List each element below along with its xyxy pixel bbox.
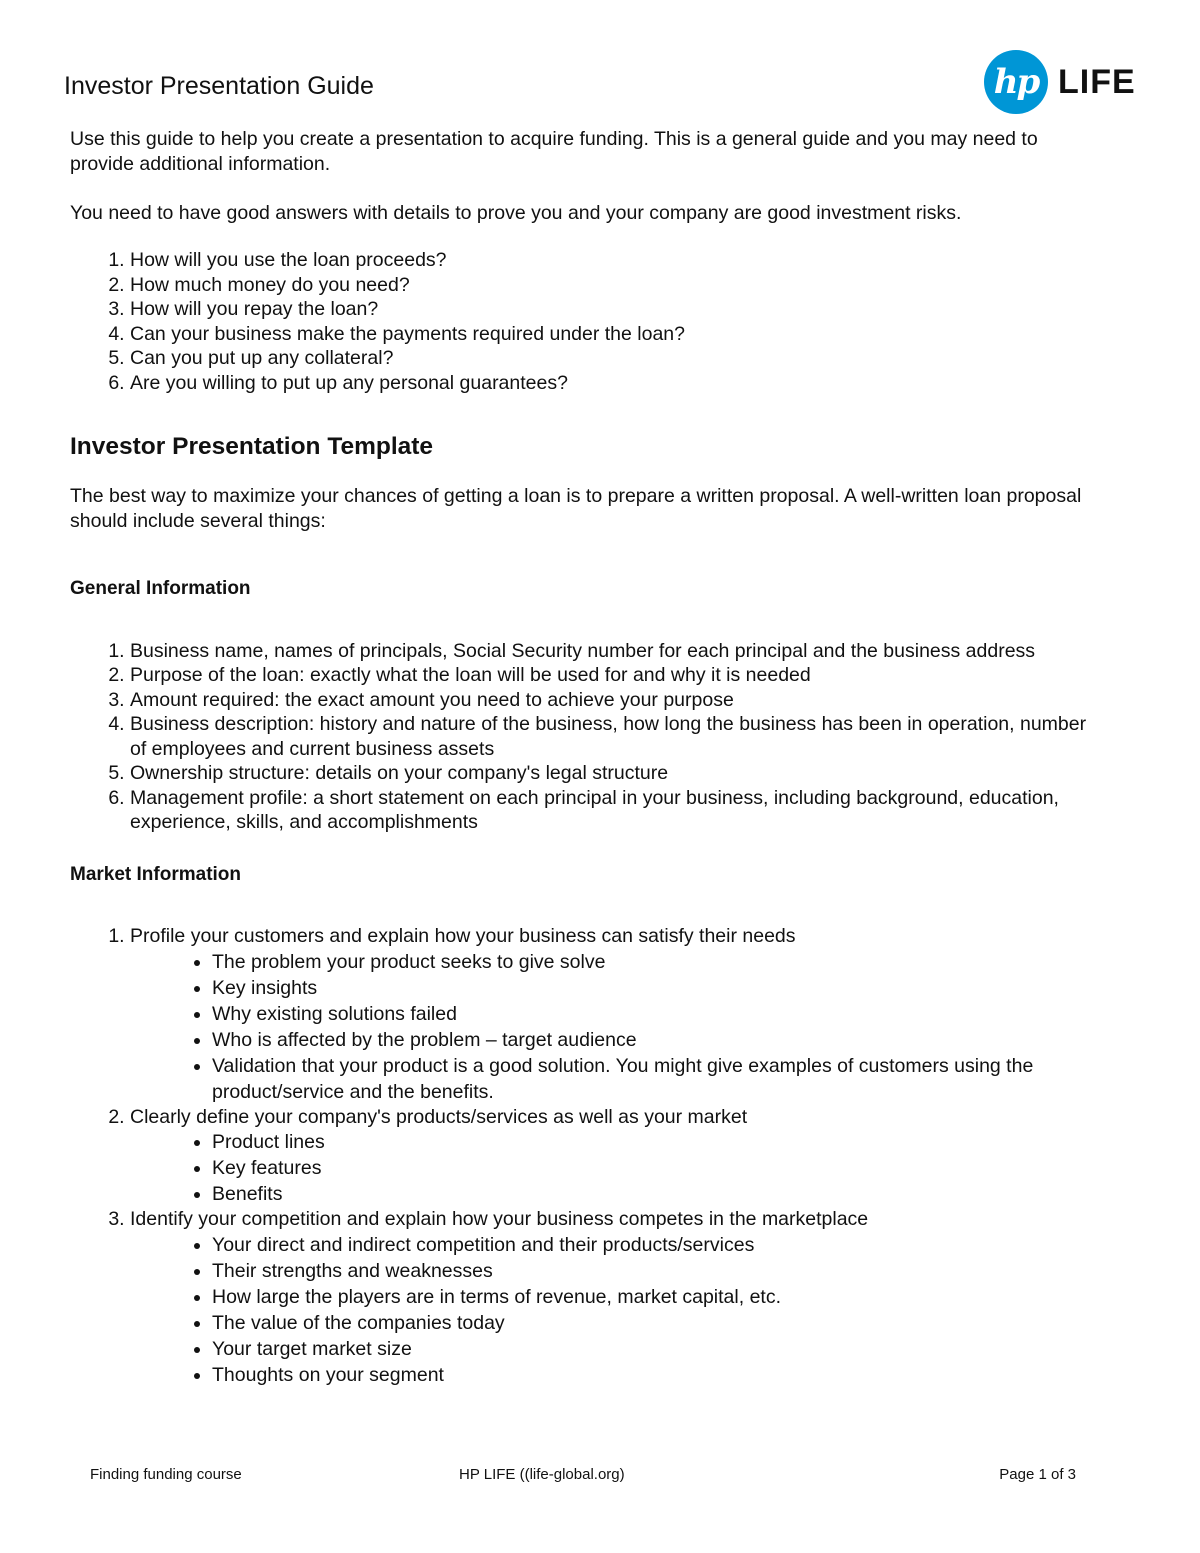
bullet-item: • Key insights bbox=[212, 975, 1100, 1001]
bullet-item: • Benefits bbox=[212, 1181, 1100, 1207]
sub-bullet-list bbox=[130, 949, 1100, 1105]
sub-bullet-list bbox=[130, 1232, 1100, 1388]
logo-text: LIFE bbox=[1058, 62, 1136, 101]
footer-page-number: Page 1 of 3 bbox=[999, 1466, 1076, 1483]
bullet-item: • How large the players are in terms of revenue, market capital, etc. bbox=[212, 1284, 1100, 1310]
list-item: 2. How much money do you need? bbox=[130, 273, 1100, 298]
bullet-item: • Why existing solutions failed bbox=[212, 1001, 1100, 1027]
bullet-item: • Who is affected by the problem – target audience bbox=[212, 1027, 1100, 1053]
section-heading-market: Market Information bbox=[70, 863, 242, 885]
list-item-text: Identify your competition and explain how your business competes in the marketplace bbox=[130, 1208, 869, 1230]
bullet-item: • Validation that your product is a good solution. You might give examples of customers using the product/service and the benefits. bbox=[212, 1053, 1100, 1105]
sub-bullet-list bbox=[130, 1129, 1100, 1207]
list-item: 6. Management profile: a short statement on each principal in your business, including background, education, experience, skills, and accomplishments bbox=[130, 786, 1100, 835]
bullet-item: • Your direct and indirect competition and their products/services bbox=[212, 1232, 1100, 1258]
list-item: 5. Can you put up any collateral? bbox=[130, 346, 1100, 371]
bullet-item: • Your target market size bbox=[212, 1336, 1100, 1362]
bullet-item: • Their strengths and weaknesses bbox=[212, 1258, 1100, 1284]
bullet-item: • The problem your product seeks to give solve bbox=[212, 949, 1100, 975]
list-item: 3. How will you repay the loan? bbox=[130, 297, 1100, 322]
section-heading-template: Investor Presentation Template bbox=[70, 433, 434, 460]
list-item bbox=[130, 1105, 1100, 1208]
market-info-list bbox=[70, 924, 1100, 1388]
section-heading-general: General Information bbox=[70, 578, 251, 599]
list-item: 6. Are you willing to put up any personal guarantees? bbox=[130, 371, 1100, 396]
hp-life-logo bbox=[984, 50, 1136, 114]
bullet-item: • Key features bbox=[212, 1155, 1100, 1181]
general-info-list bbox=[70, 639, 1100, 835]
list-item: 1. Business name, names of principals, Social Security number for each principal and the business address bbox=[130, 639, 1100, 664]
hp-logo-icon: hp bbox=[984, 50, 1048, 114]
list-item-text: Clearly define your company's products/services as well as your market bbox=[130, 1105, 748, 1128]
list-item: 4. Can your business make the payments required under the loan? bbox=[130, 322, 1100, 347]
footer-course-name: Finding funding course bbox=[90, 1466, 242, 1483]
list-item: 1. How will you use the loan proceeds? bbox=[130, 248, 1100, 273]
document-title: Investor Presentation Guide bbox=[64, 72, 374, 100]
intro-paragraph-2: You need to have good answers with details to prove you and your company are good investment risks. bbox=[70, 201, 962, 224]
intro-paragraph-1: Use this guide to help you create a presentation to acquire funding. This is a general guide and you may need to provide additional information. bbox=[70, 128, 1038, 175]
list-item bbox=[130, 1207, 1100, 1388]
list-item: 5. Ownership structure: details on your company's legal structure bbox=[130, 761, 1100, 786]
template-intro: The best way to maximize your chances of getting a loan is to prepare a written proposal. A well-written loan proposal should include several things: bbox=[70, 485, 1082, 532]
bullet-item: • Product lines bbox=[212, 1129, 1100, 1155]
questions-list bbox=[70, 248, 1100, 395]
bullet-item: • The value of the companies today bbox=[212, 1310, 1100, 1336]
list-item bbox=[130, 924, 1100, 1105]
footer-site-link[interactable]: HP LIFE ((life-global.org) bbox=[459, 1466, 625, 1483]
list-item: 4. Business description: history and nature of the business, how long the business has been in operation, number of employees and current business assets bbox=[130, 712, 1100, 761]
document-body bbox=[70, 127, 1100, 1388]
list-item-text: Profile your customers and explain how your business can satisfy their needs bbox=[130, 925, 796, 947]
list-item: 3. Amount required: the exact amount you need to achieve your purpose bbox=[130, 688, 1100, 713]
list-item: 2. Purpose of the loan: exactly what the loan will be used for and why it is needed bbox=[130, 663, 1100, 688]
bullet-item: • Thoughts on your segment bbox=[212, 1362, 1100, 1388]
